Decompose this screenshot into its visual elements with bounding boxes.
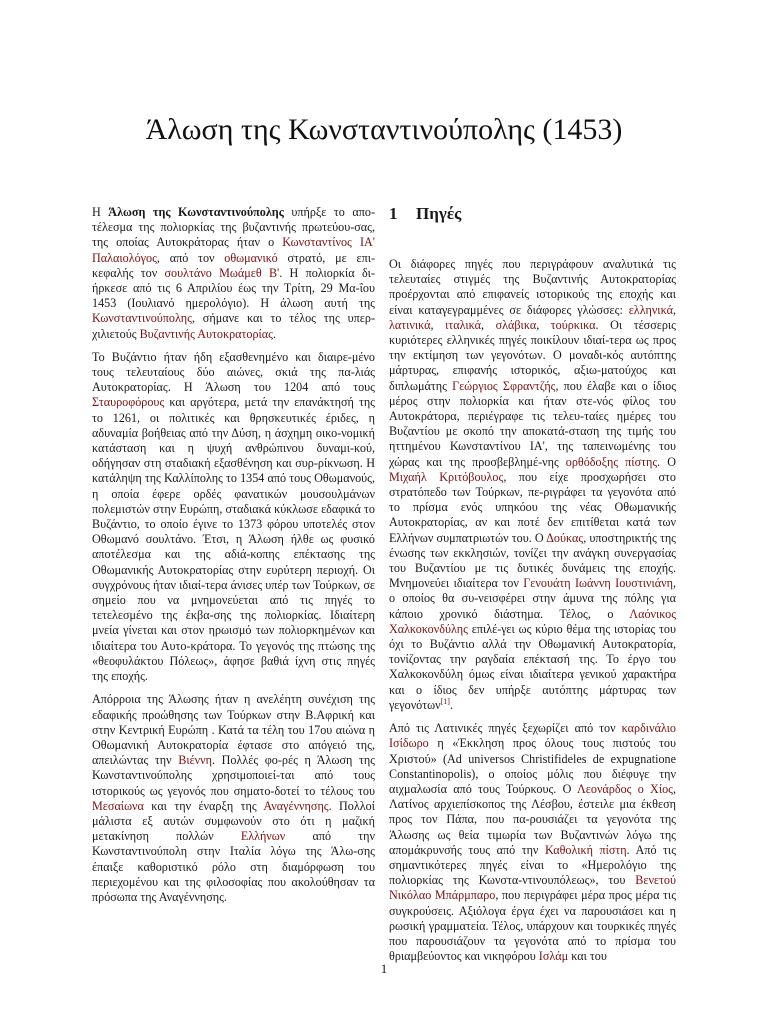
section-number: 1 <box>389 204 398 223</box>
text-run: , <box>536 317 551 332</box>
text-run: Το Βυζάντιο ήταν ήδη εξασθενημένο και διαιρε-μένο τους τελευταίους δύο αιώνες, σκιά της πα-λιάς Αυτοκρατορίας. Η Άλωση του 1204 από τους <box>92 349 375 395</box>
wiki-link[interactable]: Βενετού Νικόλαο Μπάρμπαρο <box>389 873 676 903</box>
text-run: στρατό, με επι-κεφαλής τον <box>92 250 376 280</box>
text-run: . Από τις σημαντικότερες πηγές είναι το «Ημερολόγιο της πολιορκίας της Κωνστα-ντινουπόλεως», του <box>389 842 676 888</box>
wiki-link[interactable]: ορθόδοξης πίστης <box>565 454 658 469</box>
text-run: . Ο <box>657 454 676 469</box>
wiki-link[interactable]: Λεονάρδος ο Χίος <box>576 781 673 796</box>
wiki-link[interactable]: Δούκας <box>546 530 584 545</box>
text-run: , που είχε προσχωρήσει στο στρατόπεδο των Τούρκων, πε-ριγράφει τα γεγονότα από το πρίσμα ενός υπηκόου της νέας Οθωμανικής Αυτοκρατορίας, αν και ποτέ δεν επιτίθεται κατά των Ελλήνων συμπατριωτών του. Ο <box>389 469 676 545</box>
text-run: και του <box>568 949 607 964</box>
text-run: . <box>449 697 453 712</box>
wiki-link[interactable]: Σταυροφόρους <box>92 395 165 410</box>
bold-term: Άλωση της Κωνσταντινούπολης <box>108 205 284 219</box>
text-run: , που περιγράφει μέρα προς μέρα τις συγκρούσεις. Αξιόλογα έργα έχει να παρουσιάσει και η ρωσική γραμματεία. Τέλος, υπάρχουν και τουρκικές πηγές που παρουσιάζουν τα γεγονότα από το πρίσμα του θριαμβεύοντος και νικηφόρου <box>389 888 676 964</box>
page-title: Άλωση της Κωνσταντινούπολης (1453) <box>145 113 623 146</box>
text-run: Οι διάφορες πηγές που περιγράφουν αναλυτικά τις τελευταίες στιγμές της Βυζαντινής Αυτοκρατορίας προέρχονται από επιφανείς ιστορικούς της εποχής και είναι καταγεγραμμένες σε διάφορες γλώσσες: <box>389 257 676 317</box>
text-run: υπήρξε το απο-τέλεσμα της πολιορκίας της βυζαντινής πρωτεύου-σας, της οποίας Αυτοκράτορας ήταν ο <box>92 205 375 250</box>
text-run: , Λατίνος αρχιεπίσκοπος της Λέσβου, έστειλε μια έκθεση προς τον Πάπα, που πα-ρουσιάζει τα γεγονότα της Άλωσης ως θεία τιμωρία των Βυζαντινών λόγω της απομάκρυνσής τους από την <box>389 781 677 857</box>
wiki-link[interactable]: Κωνσταντινούπολης <box>92 311 192 326</box>
section-heading-sources <box>389 205 676 223</box>
text-run: Η <box>92 205 109 219</box>
text-run: . Πολλές φο-ρές η Άλωση της Κωνσταντινούπολης χρησιμοποιεί-ται από τους ιστορικούς ως γεγονός που σηματο-δοτεί το τέλους του <box>92 753 375 798</box>
wiki-link[interactable]: τούρκικα <box>550 317 596 332</box>
wiki-link[interactable]: Λαόνικος Χαλκοκονδύλης <box>389 606 676 636</box>
text-run: , ο οποίος θα συ-νεισφέρει στην άμυνα της πόλης για κάποιο χρονικό διάστημα. Τέλος, ο <box>389 576 676 621</box>
wiki-link[interactable]: λατινικά <box>389 317 431 332</box>
wiki-link[interactable]: ελληνικά <box>628 302 673 317</box>
text-run: από την Κωνσταντινούπολη στην Ιταλία λόγω της Άλω-σης έπαιξε καθοριστικό ρόλο στη διαμόρφωση του περιεχομένου και της φιλοσοφίας που ακολούθησαν τα πρόσωπα της Αναγέννησης. <box>92 829 375 904</box>
greek-sources-paragraph <box>389 257 676 713</box>
wiki-link[interactable]: Κωνσταντίνος ΙΑ' Παλαιολόγος <box>92 235 375 265</box>
left-column <box>92 205 375 913</box>
text-run: , <box>430 317 446 332</box>
wiki-link[interactable]: Βιέννη <box>178 753 213 768</box>
text-run: , <box>672 302 676 317</box>
text-run: , σήμανε και το τέλος της υπερ-χιλιετούς <box>92 311 375 341</box>
text-run: Απόρροια της Άλωσης ήταν η ανελέητη συνέχιση της εδαφικής προώθησης των Τούρκων στην Β.Αφρική και στην Κεντρική Ευρώπη . Κατά τα τέλη του 17ου αιώνα η Οθωμανική Αυτοκρατορία έφτασε στο απόγειό της, απειλώντας την <box>92 692 375 768</box>
right-column <box>389 205 676 972</box>
wiki-link[interactable]: Αναγέννησης <box>263 798 329 813</box>
background-paragraph <box>92 350 375 684</box>
intro-paragraph <box>92 205 375 342</box>
text-run: . <box>272 326 277 341</box>
footnote-reference[interactable]: [1] <box>440 696 450 706</box>
wiki-link[interactable]: Καθολική πίστη <box>544 842 627 857</box>
wiki-link[interactable]: οθωμανικό <box>224 250 278 265</box>
aftermath-paragraph <box>92 692 375 905</box>
wiki-link[interactable]: Μεσαίωνα <box>92 798 144 813</box>
latin-sources-paragraph <box>389 721 676 964</box>
text-run: , <box>481 317 496 332</box>
text-run: . Η πολιορκία δι-ήρκεσε από τις 6 Απριλίου έως την Τρίτη, 29 Μα-ΐου 1453 (Ιουλιανό ημερολόγιο). Η άλωση αυτή της <box>92 265 375 311</box>
text-run: . Οι τέσσερις κυριότερες ελληνικές πηγές ποικίλουν ιδιαί-τερα ως προς την εκτίμηση των γεγονότων. Ο μοναδι-κός αυτόπτης μάρτυρας, επιφανής ιστορικός, αξιω-ματούχος και διπλωμάτης <box>389 317 676 393</box>
text-run: , υποστηρικτής της ένωσης των εκκλησιών, τονίζει την ανάγκη συνεργασίας του Βυζαντίου με τις δυτικές δυνάμεις της εποχής. Μνημονεύει ιδιαίτερα τον <box>389 530 676 591</box>
text-run: . Πολλοί μάλιστα εξ αυτών συμφωνούν στο ότι η μαζική μετακίνηση πολλών <box>92 798 375 844</box>
text-run: , από τον <box>156 250 225 265</box>
text-run: και αργότερα, μετά την επανάκτησή της το 1261, οι πολιτικές και θρησκευτικές έριδες, η αδυναμία βοήθειας από την Δύση, η άσχημη οικο-νομική κατάσταση και η ψυχή ανθρώπινου δυναμι-κού, οδήγησαν στη σταδιακή εξασθένηση και συρ-ρίκνωση. Η κατάληψη της Καλλίπολης το 1354 από τους Οθωμανούς, η οποία έφερε ορδές φανατικών μουσουλμάνων πολεμιστών στην Ευρώπη, σταδιακά κύκλωσε εδαφικά το Βυζάντιο, το οποίο έγινε το 1373 φόρου υποτελές στον Οθωμανό σουλτάνο. Έτσι, η Άλωση ήλθε ως φυσικό αποτέλεσμα και της αδιά-κοπης επέκτασης της Οθωμανικής Αυτοκρατορίας στην ευρύτερη περιοχή. Οι συγχρόνους ήταν ιδιαί-τερα άνισες υπέρ των Τούρκων, σε σημείο που να μνημονεύεται από τις πηγές το τετελεσμένο της έκβα-σης της πολιορκίας. Ιδιαίτερη μνεία γίνεται και στον ηρωισμό των πολιορκημένων και ιδιαίτερα του Αυτο-κράτορα. Το γεγονός της πτώσης της «θεοφυλάκτου Πόλεως», άφησε βαθιά ίχνη στις πηγές της εποχής. <box>92 395 375 684</box>
text-run: η «Έκκληση προς όλους τους πιστούς του Χριστού» (Ad universos Christifideles de expugnatione Constantinopolis), ο οποίος μόλις που διέφυγε την αιχμαλωσία από τους Τούρκους. Ο <box>389 736 676 796</box>
text-run: , που έλαβε και ο ίδιος μέρος στην πολιορκία και ήταν στε-νός φίλος του Αυτοκράτορα, περιέγραφε τις τελευ-ταίες ημέρες του Βυζαντίου με σκοπό την αποκατά-σταση της τιμής του ηττημένου Κωνσταντίνου ΙΑ', της ταπεινωμένης του χώρας και της προσβεβλημέ-νης <box>389 378 677 469</box>
wiki-link[interactable]: σλάβικα <box>495 317 537 332</box>
text-run: επιλέ-γει ως κύριο θέμα της ιστορίας του όχι το Βυζάντιο αλλά την Οθωμανική Αυτοκρατορία, τονίζοντας την ραγδαία επέκτασή της. Το έργο του Χαλκοκονδύλη όμως είναι ιδιαίτερα γενικού χαρακτήρα και ο ίδιος δεν υπήρξε αυτόπτης μάρτυρας των γεγονότων <box>389 621 676 712</box>
wiki-link[interactable]: ιταλικά <box>445 317 481 332</box>
page-number: 1 <box>380 961 388 976</box>
text-run: Από τις Λατινικές πηγές ξεχωρίζει από τον <box>389 721 622 736</box>
wiki-link[interactable]: Ελλήνων <box>240 829 286 844</box>
wiki-link[interactable]: Ισλάμ <box>538 949 569 964</box>
wiki-link[interactable]: Μιχαήλ Κριτόβουλος <box>389 469 504 484</box>
text-run: και την έναρξη της <box>143 798 264 813</box>
wiki-link[interactable]: καρδινάλιο Ισίδωρο <box>389 721 676 751</box>
wiki-link[interactable]: Γενουάτη Ιωάννη Ιουστινιάνη <box>523 576 673 591</box>
wiki-link[interactable]: Βυζαντινής Αυτοκρατορίας <box>139 326 273 341</box>
wiki-link[interactable]: σουλτάνο Μωάμεθ Β' <box>164 265 280 280</box>
wiki-link[interactable]: Γεώργιος Σφραντζής <box>452 378 556 393</box>
section-title: Πηγές <box>416 204 462 223</box>
